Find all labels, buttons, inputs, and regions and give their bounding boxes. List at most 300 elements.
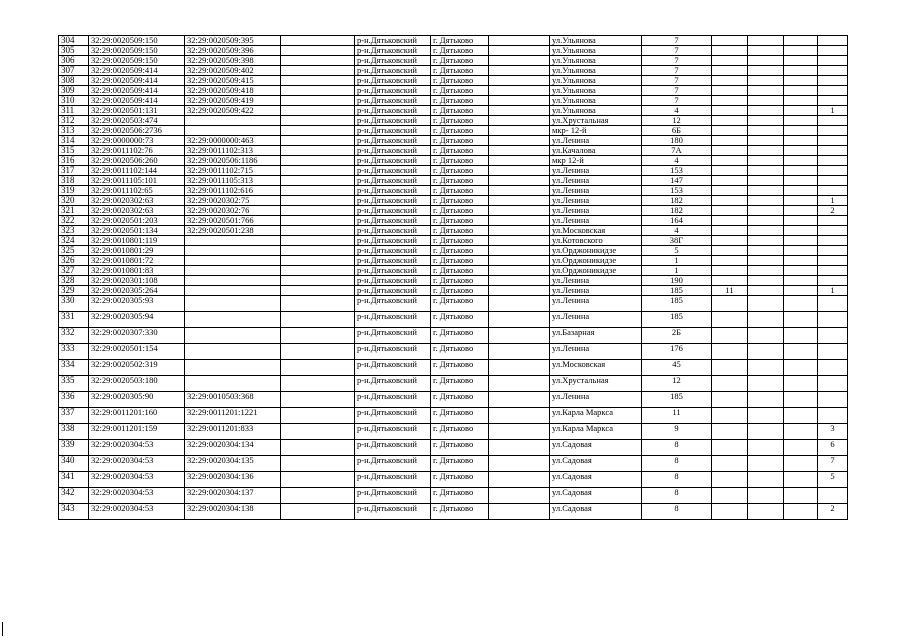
cell-empty — [784, 66, 818, 76]
cell-cad: 32:29:0020304:53 — [89, 440, 185, 456]
cell-street: ул.Ленина — [550, 276, 642, 286]
cell-cad2 — [185, 256, 281, 266]
cell-empty — [489, 76, 550, 86]
cell-rayon: р-н.Дятьковский — [355, 136, 431, 146]
cell-a — [712, 266, 748, 276]
cell-a — [712, 146, 748, 156]
cell-a — [712, 424, 748, 440]
cell-empty — [489, 312, 550, 328]
cell-b — [818, 344, 848, 360]
cell-cad2: 32:29:0020506:1186 — [185, 156, 281, 166]
cell-a — [712, 66, 748, 76]
cell-b — [818, 216, 848, 226]
cell-city: г. Дятьково — [431, 312, 489, 328]
cell-empty — [281, 116, 355, 126]
cell-cad2: 32:29:0011102:313 — [185, 146, 281, 156]
cell-empty — [748, 186, 784, 196]
cell-empty — [748, 456, 784, 472]
cell-cad: 32:29:0020304:53 — [89, 504, 185, 520]
cell-house: 190 — [642, 276, 712, 286]
cell-street: ул.Садовая — [550, 488, 642, 504]
cell-city: г. Дятьково — [431, 126, 489, 136]
cell-cad2: 32:29:0020509:422 — [185, 106, 281, 116]
cell-rayon: р-н.Дятьковский — [355, 206, 431, 216]
cell-cad2 — [185, 266, 281, 276]
cell-empty — [784, 256, 818, 266]
cell-empty — [748, 504, 784, 520]
cell-cad: 32:29:0020304:53 — [89, 488, 185, 504]
cell-a — [712, 408, 748, 424]
cell-empty — [281, 256, 355, 266]
cell-empty — [784, 206, 818, 216]
cell-house: 7 — [642, 86, 712, 96]
cell-empty — [784, 106, 818, 116]
cell-empty — [748, 96, 784, 106]
cell-empty — [748, 76, 784, 86]
cell-empty — [281, 216, 355, 226]
cell-street: мкр- 12-й — [550, 126, 642, 136]
cell-empty — [489, 36, 550, 46]
cell-cad2 — [185, 328, 281, 344]
cell-a — [712, 86, 748, 96]
cell-n: 329 — [59, 286, 89, 296]
cell-n: 317 — [59, 166, 89, 176]
cell-street: ул.Садовая — [550, 440, 642, 456]
cell-empty — [748, 408, 784, 424]
cell-rayon: р-н.Дятьковский — [355, 96, 431, 106]
cell-house: 8 — [642, 456, 712, 472]
cell-empty — [748, 56, 784, 66]
cell-empty — [748, 86, 784, 96]
cell-city: г. Дятьково — [431, 226, 489, 236]
cell-rayon: р-н.Дятьковский — [355, 504, 431, 520]
cell-city: г. Дятьково — [431, 344, 489, 360]
cell-house: 4 — [642, 106, 712, 116]
cell-empty — [489, 146, 550, 156]
cell-empty — [784, 472, 818, 488]
cell-cad2 — [185, 376, 281, 392]
cell-cad2: 32:29:0020302:75 — [185, 196, 281, 206]
table-row — [59, 176, 848, 186]
cell-empty — [784, 176, 818, 186]
cell-cad: 32:29:0011201:159 — [89, 424, 185, 440]
cell-cad2 — [185, 296, 281, 312]
table-row — [59, 504, 848, 520]
cell-empty — [784, 456, 818, 472]
cell-b — [818, 146, 848, 156]
cell-empty — [489, 126, 550, 136]
cell-b: 6 — [818, 440, 848, 456]
cell-city: г. Дятьково — [431, 216, 489, 226]
table-row — [59, 146, 848, 156]
cell-house: 180 — [642, 136, 712, 146]
cell-a — [712, 276, 748, 286]
cell-empty — [489, 440, 550, 456]
cell-empty — [281, 36, 355, 46]
cell-street: ул.Ленина — [550, 392, 642, 408]
cell-city: г. Дятьково — [431, 360, 489, 376]
cell-empty — [281, 246, 355, 256]
cell-a: 11 — [712, 286, 748, 296]
cell-empty — [748, 156, 784, 166]
cell-empty — [748, 440, 784, 456]
cell-empty — [281, 196, 355, 206]
cell-house: 7 — [642, 46, 712, 56]
table-row — [59, 96, 848, 106]
cell-street: мкр 12-й — [550, 156, 642, 166]
cell-cad2 — [185, 236, 281, 246]
cell-rayon: р-н.Дятьковский — [355, 286, 431, 296]
cell-street: ул.Орджоникидзе — [550, 266, 642, 276]
cell-a — [712, 440, 748, 456]
cell-empty — [784, 344, 818, 360]
cell-cad2: 32:29:0011102:616 — [185, 186, 281, 196]
cell-empty — [748, 266, 784, 276]
cell-empty — [489, 408, 550, 424]
cell-empty — [281, 360, 355, 376]
cell-rayon: р-н.Дятьковский — [355, 312, 431, 328]
cell-empty — [784, 186, 818, 196]
cell-cad: 32:29:0020501:154 — [89, 344, 185, 360]
cell-n: 310 — [59, 96, 89, 106]
cell-city: г. Дятьково — [431, 392, 489, 408]
cell-cad2: 32:29:0020304:138 — [185, 504, 281, 520]
cell-empty — [281, 166, 355, 176]
cell-n: 327 — [59, 266, 89, 276]
cell-house: 185 — [642, 286, 712, 296]
cell-empty — [784, 86, 818, 96]
cell-empty — [489, 86, 550, 96]
table-row — [59, 136, 848, 146]
cell-city: г. Дятьково — [431, 46, 489, 56]
cell-a — [712, 106, 748, 116]
cell-rayon: р-н.Дятьковский — [355, 296, 431, 312]
cell-street: ул.Ульянова — [550, 76, 642, 86]
cell-empty — [489, 266, 550, 276]
cell-empty — [748, 424, 784, 440]
cell-rayon: р-н.Дятьковский — [355, 126, 431, 136]
cell-empty — [489, 456, 550, 472]
cell-house: 7 — [642, 66, 712, 76]
cell-city: г. Дятьково — [431, 246, 489, 256]
cell-cad2: 32:29:0020304:135 — [185, 456, 281, 472]
table-row — [59, 166, 848, 176]
cell-rayon: р-н.Дятьковский — [355, 376, 431, 392]
cell-city: г. Дятьково — [431, 76, 489, 86]
cell-city: г. Дятьково — [431, 376, 489, 392]
cell-empty — [748, 126, 784, 136]
cell-empty — [489, 116, 550, 126]
cell-n: 315 — [59, 146, 89, 156]
cell-empty — [489, 360, 550, 376]
cell-b — [818, 488, 848, 504]
cell-empty — [489, 96, 550, 106]
cell-street: ул.Орджоникидзе — [550, 256, 642, 266]
cell-empty — [748, 66, 784, 76]
cell-empty — [784, 36, 818, 46]
cell-cad2: 32:29:0020509:418 — [185, 86, 281, 96]
table-row — [59, 256, 848, 266]
cell-empty — [748, 488, 784, 504]
cell-city: г. Дятьково — [431, 86, 489, 96]
cell-rayon: р-н.Дятьковский — [355, 156, 431, 166]
cell-house: 4 — [642, 226, 712, 236]
cell-a — [712, 376, 748, 392]
cell-rayon: р-н.Дятьковский — [355, 456, 431, 472]
cell-cad2 — [185, 246, 281, 256]
cell-cad: 32:29:0011102:65 — [89, 186, 185, 196]
cell-empty — [784, 166, 818, 176]
cell-empty — [489, 504, 550, 520]
cell-a — [712, 472, 748, 488]
cell-cad: 32:29:0020305:90 — [89, 392, 185, 408]
table-row — [59, 344, 848, 360]
cell-city: г. Дятьково — [431, 488, 489, 504]
cell-n: 304 — [59, 36, 89, 46]
cell-cad2: 32:29:0010503:368 — [185, 392, 281, 408]
cell-a — [712, 392, 748, 408]
cell-empty — [489, 176, 550, 186]
cell-n: 309 — [59, 86, 89, 96]
cell-rayon: р-н.Дятьковский — [355, 408, 431, 424]
cell-b — [818, 276, 848, 286]
cell-empty — [281, 96, 355, 106]
cell-a — [712, 246, 748, 256]
cell-cad: 32:29:0020509:414 — [89, 66, 185, 76]
cell-rayon: р-н.Дятьковский — [355, 236, 431, 246]
cell-cad2 — [185, 276, 281, 286]
cell-empty — [489, 66, 550, 76]
cell-n: 333 — [59, 344, 89, 360]
cell-a — [712, 136, 748, 146]
cell-empty — [489, 488, 550, 504]
cell-cad2: 32:29:0011201:833 — [185, 424, 281, 440]
cell-n: 334 — [59, 360, 89, 376]
cell-house: 164 — [642, 216, 712, 226]
cell-empty — [748, 246, 784, 256]
cell-empty — [748, 226, 784, 236]
cell-b — [818, 236, 848, 246]
cell-a — [712, 456, 748, 472]
cell-street: ул.Ульянова — [550, 66, 642, 76]
cell-street: ул.Ленина — [550, 136, 642, 146]
cell-cad: 32:29:0020305:93 — [89, 296, 185, 312]
cell-empty — [748, 196, 784, 206]
cell-n: 336 — [59, 392, 89, 408]
cell-n: 330 — [59, 296, 89, 312]
cell-empty — [489, 56, 550, 66]
cell-street: ул.Садовая — [550, 504, 642, 520]
cell-city: г. Дятьково — [431, 136, 489, 146]
cell-cad: 32:29:0020305:264 — [89, 286, 185, 296]
cell-b — [818, 96, 848, 106]
table-row — [59, 376, 848, 392]
cell-b — [818, 328, 848, 344]
cell-rayon: р-н.Дятьковский — [355, 86, 431, 96]
cell-empty — [748, 116, 784, 126]
cell-b — [818, 296, 848, 312]
cell-cad: 32:29:0020307:330 — [89, 328, 185, 344]
cell-b: 1 — [818, 196, 848, 206]
cell-rayon: р-н.Дятьковский — [355, 424, 431, 440]
cell-street: ул.Ленина — [550, 286, 642, 296]
cell-n: 316 — [59, 156, 89, 166]
cell-empty — [489, 196, 550, 206]
cell-street: ул.Качалова — [550, 146, 642, 156]
cell-house: 9 — [642, 424, 712, 440]
table-row — [59, 286, 848, 296]
cell-empty — [784, 76, 818, 86]
cell-empty — [281, 136, 355, 146]
cell-n: 308 — [59, 76, 89, 86]
cell-b — [818, 176, 848, 186]
cell-empty — [784, 46, 818, 56]
cell-cad: 32:29:0020503:474 — [89, 116, 185, 126]
cell-b — [818, 56, 848, 66]
cell-empty — [489, 256, 550, 266]
cell-empty — [281, 146, 355, 156]
cell-cad: 32:29:0010801:83 — [89, 266, 185, 276]
table-row — [59, 226, 848, 236]
cell-n: 340 — [59, 456, 89, 472]
cell-house: 38Г — [642, 236, 712, 246]
cell-empty — [281, 328, 355, 344]
cell-n: 341 — [59, 472, 89, 488]
cell-cad2: 32:29:0011102:715 — [185, 166, 281, 176]
cell-b: 3 — [818, 424, 848, 440]
cell-a — [712, 344, 748, 360]
cell-empty — [489, 236, 550, 246]
cell-b — [818, 266, 848, 276]
cell-empty — [489, 296, 550, 312]
cell-n: 339 — [59, 440, 89, 456]
cell-rayon: р-н.Дятьковский — [355, 256, 431, 266]
cell-cad2: 32:29:0000000:463 — [185, 136, 281, 146]
cell-a — [712, 296, 748, 312]
cell-street: ул.Ленина — [550, 196, 642, 206]
cell-n: 332 — [59, 328, 89, 344]
cell-city: г. Дятьково — [431, 56, 489, 66]
cell-house: 147 — [642, 176, 712, 186]
cell-empty — [281, 296, 355, 312]
cell-n: 319 — [59, 186, 89, 196]
cell-b — [818, 166, 848, 176]
cell-n: 323 — [59, 226, 89, 236]
cell-rayon: р-н.Дятьковский — [355, 276, 431, 286]
cell-empty — [489, 472, 550, 488]
cell-n: 331 — [59, 312, 89, 328]
cell-empty — [784, 226, 818, 236]
table-row — [59, 488, 848, 504]
cell-a — [712, 226, 748, 236]
cell-empty — [784, 196, 818, 206]
table-row — [59, 56, 848, 66]
cell-n: 311 — [59, 106, 89, 116]
table-row — [59, 424, 848, 440]
cell-house: 185 — [642, 296, 712, 312]
cell-house: 1 — [642, 256, 712, 266]
cell-a — [712, 166, 748, 176]
cell-cad: 32:29:0020509:150 — [89, 46, 185, 56]
cell-cad2: 32:29:0020509:402 — [185, 66, 281, 76]
cell-n: 312 — [59, 116, 89, 126]
cell-cad2: 32:29:0020509:395 — [185, 36, 281, 46]
cell-empty — [784, 392, 818, 408]
cell-empty — [784, 116, 818, 126]
table-row — [59, 86, 848, 96]
cell-rayon: р-н.Дятьковский — [355, 328, 431, 344]
cell-empty — [784, 276, 818, 286]
cell-rayon: р-н.Дятьковский — [355, 76, 431, 86]
table-row — [59, 46, 848, 56]
cell-city: г. Дятьково — [431, 456, 489, 472]
cell-street: ул.Ленина — [550, 176, 642, 186]
cell-empty — [784, 136, 818, 146]
cell-empty — [784, 216, 818, 226]
cell-street: ул.Ленина — [550, 296, 642, 312]
table-row — [59, 296, 848, 312]
cell-a — [712, 56, 748, 66]
cell-cad: 32:29:0020501:131 — [89, 106, 185, 116]
cell-house: 182 — [642, 196, 712, 206]
cell-street: ул.Ульянова — [550, 96, 642, 106]
cell-rayon: р-н.Дятьковский — [355, 166, 431, 176]
cell-a — [712, 96, 748, 106]
cell-a — [712, 216, 748, 226]
cell-cad2: 32:29:0020304:136 — [185, 472, 281, 488]
cell-empty — [748, 136, 784, 146]
cell-empty — [784, 96, 818, 106]
cell-b: 1 — [818, 286, 848, 296]
cell-empty — [748, 472, 784, 488]
cell-street: ул.Садовая — [550, 472, 642, 488]
cell-empty — [748, 206, 784, 216]
cell-empty — [784, 376, 818, 392]
cell-empty — [489, 276, 550, 286]
cell-empty — [784, 266, 818, 276]
cell-empty — [489, 166, 550, 176]
cell-city: г. Дятьково — [431, 256, 489, 266]
cell-b — [818, 116, 848, 126]
table-row — [59, 472, 848, 488]
cell-empty — [489, 206, 550, 216]
cell-a — [712, 116, 748, 126]
cell-rayon: р-н.Дятьковский — [355, 186, 431, 196]
cell-empty — [748, 296, 784, 312]
cell-rayon: р-н.Дятьковский — [355, 488, 431, 504]
cell-house: 45 — [642, 360, 712, 376]
table-row — [59, 116, 848, 126]
cell-house: 7 — [642, 56, 712, 66]
cell-house: 8 — [642, 504, 712, 520]
cell-n: 343 — [59, 504, 89, 520]
cell-city: г. Дятьково — [431, 156, 489, 166]
cell-empty — [281, 286, 355, 296]
cell-empty — [489, 392, 550, 408]
cell-cad: 32:29:0020302:63 — [89, 206, 185, 216]
cell-street: ул.Хрустальная — [550, 116, 642, 126]
cell-rayon: р-н.Дятьковский — [355, 66, 431, 76]
cell-b — [818, 226, 848, 236]
cell-house: 182 — [642, 206, 712, 216]
table-row — [59, 36, 848, 46]
cell-house: 7 — [642, 76, 712, 86]
cell-cad: 32:29:0020509:414 — [89, 96, 185, 106]
cell-city: г. Дятьково — [431, 296, 489, 312]
cell-a — [712, 36, 748, 46]
cell-city: г. Дятьково — [431, 266, 489, 276]
cell-cad2 — [185, 344, 281, 360]
